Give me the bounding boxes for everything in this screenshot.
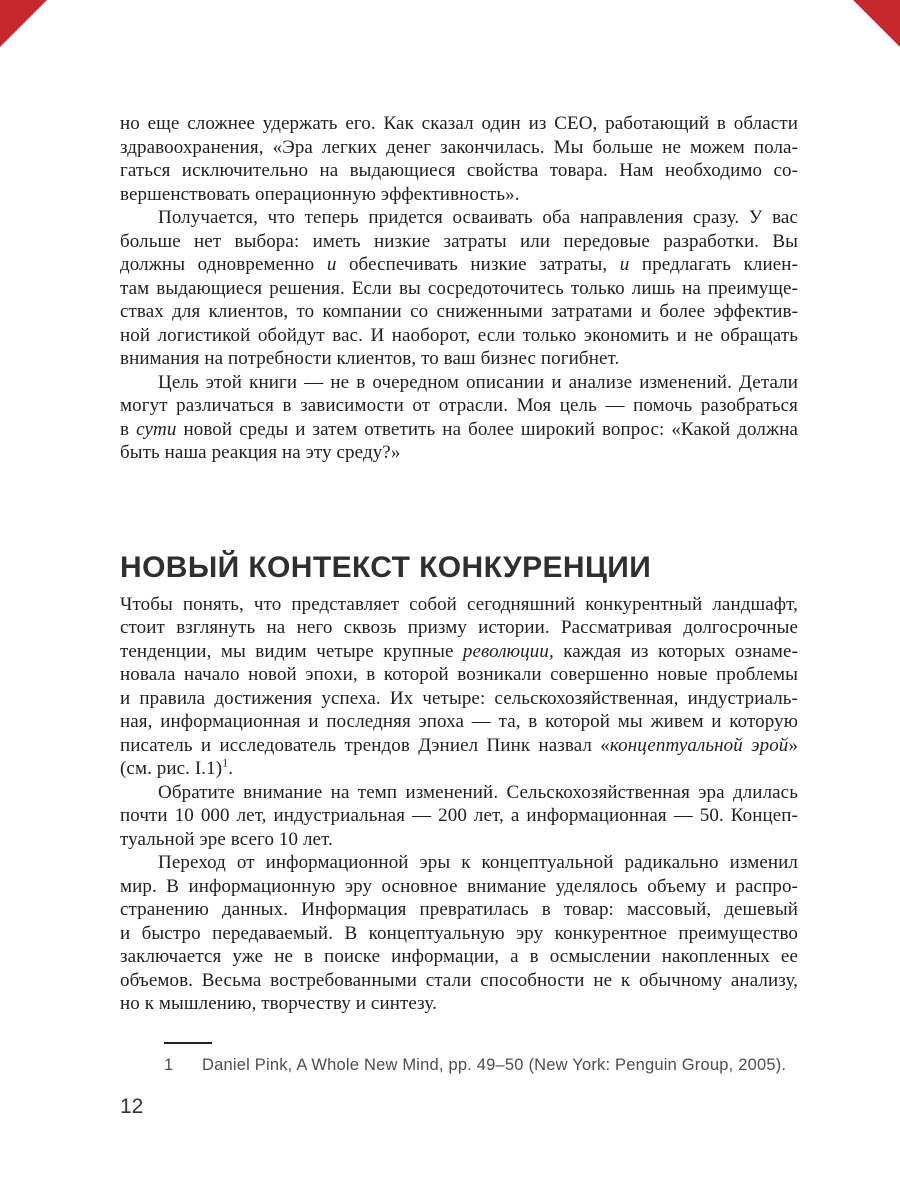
text-line: новала начало новой эпохи, в которой возникали совершенно новые проблемы [120,664,798,685]
text-line: должны одновременно и обеспечивать низкие затраты, и предлагать клиен- [120,254,798,275]
paragraph [120,593,798,781]
text-line: ствах для клиентов, то компании со сниженными затратами и более эффектив- [120,301,798,322]
body-text-top [120,112,798,465]
text-line: и быстро передаваемый. В концептуальную эру конкурентное преимущество [120,922,798,944]
page-number: 12 [120,1095,144,1118]
text-line: в сути новой среды и затем ответить на более широкий вопрос: «Какой должна [120,418,798,440]
body-text-bottom [120,593,798,1016]
text-line: почти 10 000 лет, индустриальная — 200 лет, а информационная — 50. Концеп- [120,805,798,826]
paragraph [120,206,798,371]
text-line: мир. В информационную эру основное внимание уделялось объему и распро- [120,875,798,897]
text-line: могут различаться в зависимости от отрасли. Моя цель — помочь разобраться [120,395,798,416]
text-line: туальной эре всего 10 лет. [120,828,333,850]
footnote-rule [164,1042,212,1044]
footnote-number: 1 [164,1055,174,1074]
footnote-line [164,1055,798,1075]
text-line: там выдающиеся решения. Если вы сосредоточитесь только лишь на преимуще- [120,277,798,299]
section-heading: НОВЫЙ КОНТЕКСТ КОНКУРЕНЦИИ [120,550,652,584]
text-line: объемов. Весьма востребованными стали способности не к обычному анализу, [120,969,798,991]
paragraph [120,371,798,465]
text-line: но к мышлению, творчеству и синтезу. [120,993,437,1014]
text-line: больше нет выбора: иметь низкие затраты или передовые разработки. Вы [120,230,798,252]
paragraph [120,112,798,206]
text-line: Цель этой книги — не в очередном описании и анализе изменений. Детали [158,371,798,393]
corner-ribbon-top-left [0,0,47,47]
text-line: тенденции, мы видим четыре крупные революции, каждая из которых ознаме- [120,640,798,662]
text-line: Переход от информационной эры к концептуальной радикально изменил [158,852,798,873]
text-line: внимания на потребности клиентов, то ваш бизнес погибнет. [120,348,620,369]
text-line: и правила достижения успеха. Их четыре: сельскохозяйственная, индустриаль- [120,687,798,709]
text-line: ная, информационная и последняя эпоха — та, в которой мы живем и которую [120,711,798,732]
footnote [120,1042,798,1075]
text-line: писатель и исследователь трендов Дэниел Пинк назвал «концептуальной эрой» [120,734,798,756]
text-line: гаться исключительно на выдающиеся свойства товара. Нам необходимо со- [120,160,798,181]
text-line: стоит взглянуть на него сквозь призму истории. Рассматривая долгосрочные [120,617,798,638]
text-line: (см. рис. I.1)$^1$. [120,757,234,779]
paragraph [120,781,798,852]
text-line: вершенствовать операционную эффективность». [120,183,520,205]
corner-ribbon-top-right [853,0,900,47]
text-line: Чтобы понять, что представляет собой сегодняшний конкурентный ландшафт, [120,593,798,615]
paragraph [120,851,798,1016]
text-line: быть наша реакция на эту среду?» [120,442,401,463]
text-line: но еще сложнее удержать его. Как сказал один из CEO, работающий в области [120,113,798,134]
text-line: Обратите внимание на темп изменений. Сельскохозяйственная эра длилась [158,781,798,803]
footnote-text: Daniel Pink, A Whole New Mind, pp. 49–50 (New York: Penguin Group, 2005). [202,1055,787,1074]
text-line: здравоохранения, «Эра легких денег закончилась. Мы больше не можем пола- [120,136,798,158]
text-line: заключается уже не в поиске информации, а в осмыслении накопленных ее [120,946,798,967]
text-line: Получается, что теперь придется осваивать оба направления сразу. У вас [158,207,798,228]
page-body [120,112,798,1075]
text-line: ной логистикой обойдут вас. И наоборот, если только экономить и не обращать [120,324,798,346]
text-line: странению данных. Информация превратилась в товар: массовый, дешевый [120,899,798,920]
